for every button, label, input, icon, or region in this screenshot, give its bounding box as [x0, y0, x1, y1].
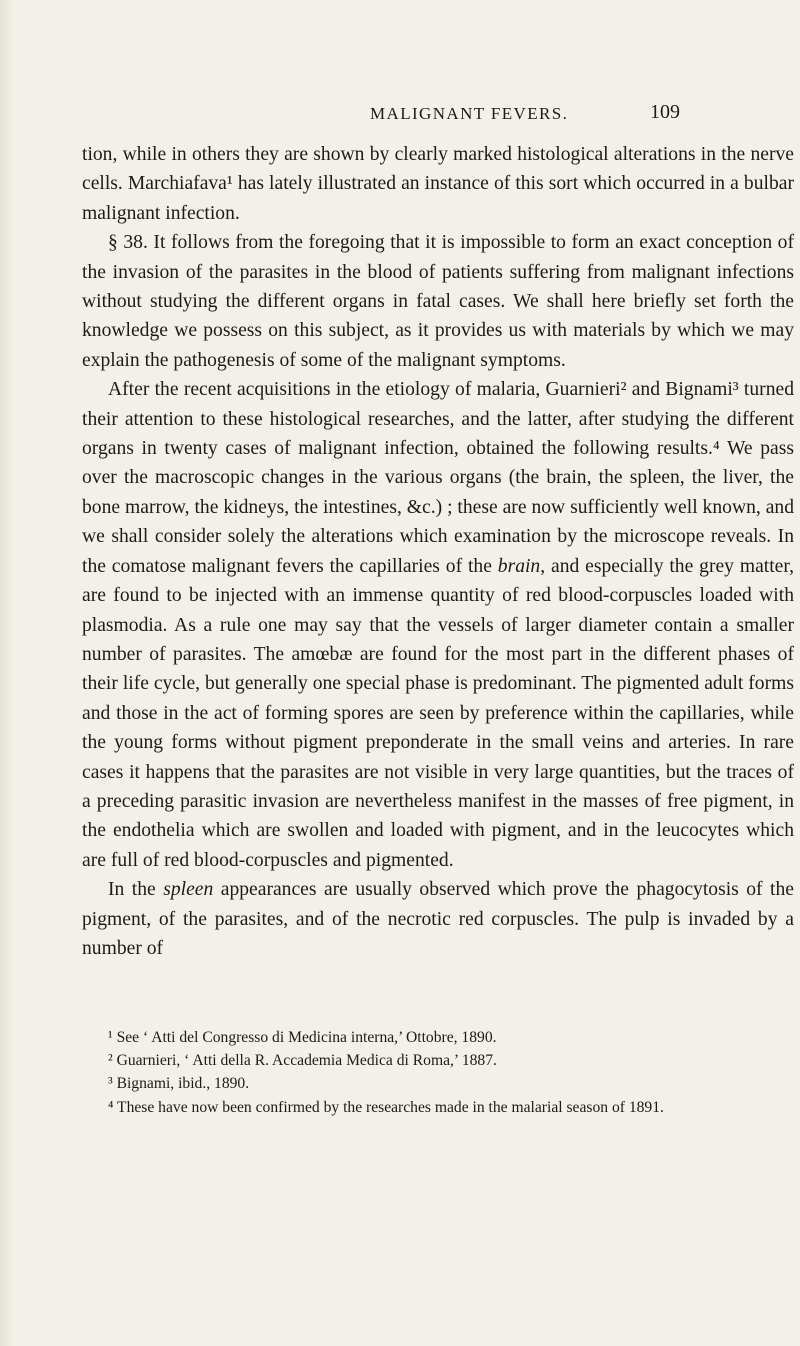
paragraph-spleen [82, 875, 794, 963]
running-head: MALIGNANT FEVERS. [370, 104, 569, 123]
paragraph-section-38: § 38. It follows from the foregoing that it is impossible to form an exact conception of the invasion of the parasites in the blood of patients suffering from malignant infections without studying the different organs in fatal cases. We shall here briefly set forth the knowledge we possess on this subject, as it provides us with materials by which we may explain the pathogenesis of some of the malignant symptoms. [82, 232, 794, 371]
footnote-2: ² Guarnieri, ‘ Atti della R. Accademia Medica di Roma,’ 1887. [108, 1052, 497, 1070]
page-edge [0, 0, 14, 1346]
paragraph-text-part: After the recent acquisitions in the etiology of malaria, Guarnieri² and Bignami³ turned their attention to these histological researches, and the latter, after studying the different organs in twenty cases of malignant infection, obtained the following results.⁴ We pass over the macroscopic changes in the various organs (the brain, the spleen, the liver, the bone marrow, the kidneys, the intestines, &c.) ; these are now sufficiently well known, and we shall consider solely the alterations which examination by the microscope reveals. In the comatose malignant fevers the capillaries of the [82, 379, 794, 577]
body-text [82, 140, 794, 963]
emphasis-spleen: spleen [163, 879, 214, 901]
paragraph-1: tion, while in others they are shown by clearly marked histological alterations in the nerve cells. Marchiafava¹ has lately illustrated an instance of this sort which occurred in a bulbar malignant infection. [82, 144, 794, 224]
page-number: 109 [650, 101, 680, 123]
paragraph-research-results [82, 375, 794, 875]
paragraph-text-part: In the [108, 879, 164, 901]
emphasis-brain: brain [497, 555, 541, 577]
footnote-4: ⁴ These have now been confirmed by the researches made in the malarial season of 1891. [108, 1098, 664, 1116]
footnotes [82, 1026, 794, 1119]
page-header [70, 101, 800, 134]
footnote-1: ¹ See ‘ Atti del Congresso di Medicina interna,’ Ottobre, 1890. [108, 1029, 497, 1046]
footnote-3: ³ Bignami, ibid., 1890. [108, 1075, 250, 1093]
paragraph-text-part: appearances are usually observed which prove the phagocytosis of the pigment, of the parasites, and of the necrotic red corpuscles. The pulp is invaded by a number of [82, 879, 794, 959]
paragraph-text-part: , and especially the grey matter, are found to be injected with an immense quantity of red blood-corpuscles loaded with plasmodia. As a rule one may say that the vessels of larger diameter contain a smaller number of parasites. The amœbæ are found for the most part in the different phases of their life cycle, but generally one special phase is predominant. The pigmented adult forms and those in the act of forming spores are seen by preference within the capillaries, while the young forms without pigment preponderate in the small veins and arteries. In rare cases it happens that the parasites are not visible in very large quantities, but the traces of a preceding parasitic invasion are nevertheless manifest in the masses of free pigment, in the endothelia which are swollen and loaded with pigment, and in the leucocytes which are full of red blood-corpuscles and pigmented. [82, 555, 794, 871]
